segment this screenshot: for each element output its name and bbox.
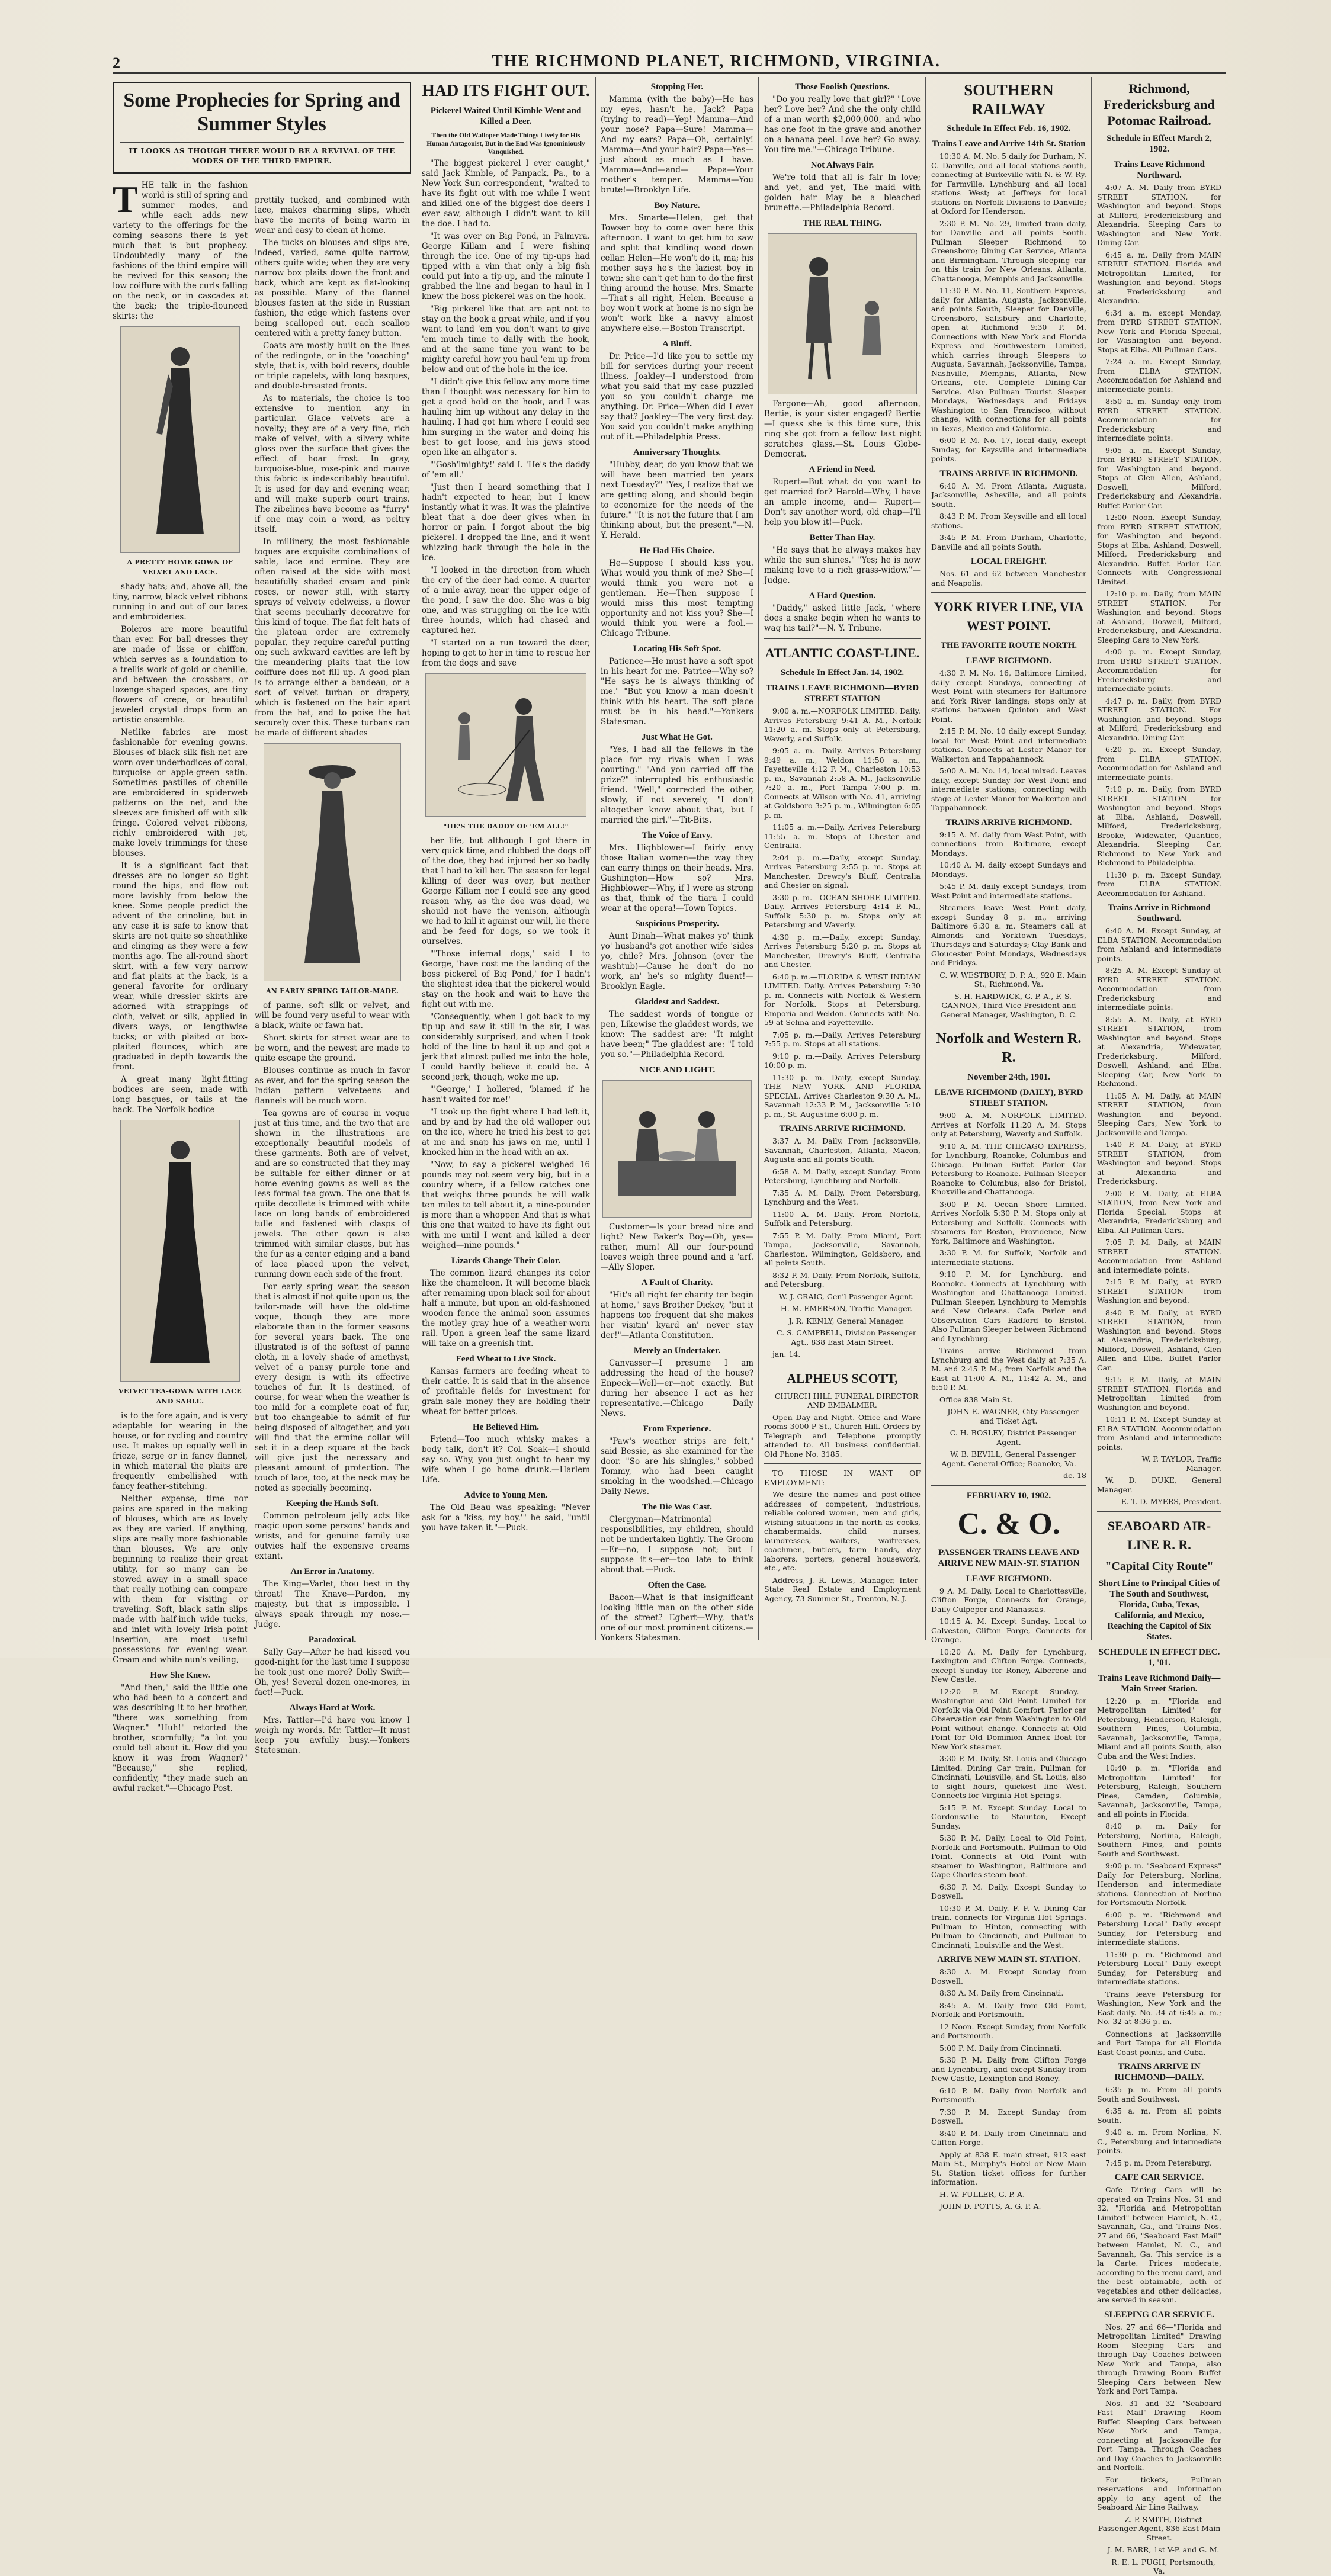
item-heading: Those Foolish Questions. — [795, 82, 890, 92]
article-paragraph: "I took up the fight where I had left it, and by and by had the old walloper out on the ice, where he tried his best to get at me and snap his jaws on me, until I knocked him in the head with an ax. — [422, 1107, 590, 1157]
schedule-entry: 3:45 P. M. From Durham, Charlotte, Danville and all points South. — [931, 533, 1086, 551]
section-heading: PASSENGER TRAINS LEAVE AND ARRIVE NEW MAIN-ST. STATION — [938, 1547, 1080, 1568]
section-heading: Trains Leave Richmond Daily—Main Street Station. — [1098, 1673, 1221, 1694]
item-text: Kansas farmers are feeding wheat to their cattle. It is said that in the absence of profitable fields for investment for grain-sale money they are holding their wheat for better prices. — [422, 1367, 590, 1417]
item-text: The saddest words of tongue or pen, Likewise the gladdest words, we know: The saddest are: "It might have been;" The gladdest are: "I told you so."—Philadelphia Record. — [601, 1010, 753, 1059]
schedule-entry: 4:30 P. M. No. 16, Baltimore Limited, daily except Sundays, connecting at West Point with steamers for Baltimore and York River landings; stops only at stations between Quinton and West Point. — [931, 669, 1086, 724]
schedule-entry: 8:40 P. M. Daily, at BYRD STREET STATION, from Washington and beyond. Stops at Alexandria, Fredericksburg, Milford, Doswell, Ashland, Glen Allen and Elba. Buffet Parlor Car. — [1097, 1308, 1221, 1372]
schedule-entry: 12:20 P. M. Except Sunday.—Washington and Old Point Limited for Norfolk via Old Point Comfort. Parlor car Observation car from Washington to Old Point without change. Connects at Old Point for Old Dominion Annex Boat for New York steamer. — [931, 1687, 1086, 1751]
column-rule — [595, 77, 596, 1640]
schedule-date: November 24th, 1901. — [967, 1072, 1050, 1082]
item-text: The common lizard changes its color like the chameleon. It will become black after remaining upon black soil for about half a minute, but upon an old-fashioned wooden fence the animal soon assumes the motley gray hue of a weather-worn rail. Upon a green leaf the same lizard will take on a greenish tint. — [422, 1268, 590, 1348]
item-heading: Stopping Her. — [650, 82, 704, 92]
schedule-entry: 10:15 A. M. Except Sunday. Local to Galveston, Clifton Forge, Connects for Orange. — [931, 1617, 1086, 1644]
schedule-date: FEBRUARY 10, 1902. — [966, 1491, 1051, 1501]
schedule-entry: 2:04 p. m.—Daily, except Sunday. Arrives Petersburg 2:55 p. m. Stops at Manchester, Drewry's Bluff, Centralia and Chester on signal. — [764, 853, 921, 889]
schedule-entry: Nos. 27 and 66—"Florida and Metropolitan Limited" Drawing Room Sleeping Cars and through Day Coaches between New York and Tampa, also through Drawing Room Buffet Sleeping Cars between New York and Port Tampa. — [1097, 2322, 1221, 2395]
woman-figure-icon — [145, 1132, 216, 1369]
schedule-entry: 11:05 a. m.—Daily. Arrives Petersburg 11:55 a. m. Stops at Chester and Centralia. — [764, 823, 921, 850]
article-paragraph: It is a significant fact that dresses are no longer so tight round the hips, and flow out more lavishly from below the knee. Some people predict the advent of the crinoline, but in any case it is safe to know that skirts are not quite so sheathlike and clinging as they were a few months ago. The all-round short skirt, with a few very narrow and flat plaits at the back, is a general favorite for ordinary wear, while dressier skirts are adorned with strappings of cloth, velvet or silk, applied in divers ways, or lengthwise tucks; or with plaited or box-plaited flounces, which are graduated in depth towards the front. — [113, 861, 248, 1072]
schedule-entry: 5:00 P. M. Daily from Cincinnati. — [939, 2043, 1062, 2053]
schedule-entry: 1:40 P. M. Daily, at BYRD STREET STATION, from Washington and beyond. Stops at Alexandria and Fredericksburg. — [1097, 1140, 1221, 1186]
item-heading: He Had His Choice. — [639, 546, 715, 555]
article-paragraph: "Now, to say a pickerel weighed 16 pounds may not seem very big, but in a country where, if a fellow catches one that weighs three pounds he will walk ten miles to tell about it, a nine-pounder is more than a whopper. And that is what this one that waited to have its fight out with me until I went and killed a deer weighed—nine pounds." — [422, 1160, 590, 1250]
schedule-date: Schedule in Effect March 2, 1902. — [1107, 134, 1212, 154]
woman-figure-icon — [145, 339, 216, 540]
signature: W. P. TAYLOR, Traffic Manager. — [1141, 1454, 1221, 1473]
schedule-entry: 6:40 p. m.—FLORIDA & WEST INDIAN LIMITED. Daily. Arrives Petersburg 7:30 p. m. Connects with Norfolk & Western for Norfolk. Stops at Petersburg, Emporia and Weldon. Connects with No. 59 at Selma and Fayetteville. — [764, 972, 921, 1027]
railroad-title: C. & O. — [957, 1507, 1060, 1541]
schedule-entry: 6:20 p. m. Except Sunday, from ELBA STATION. Accommodation for Ashland and intermediate points. — [1097, 745, 1221, 782]
railroad-title: SEABOARD AIR-LINE R. R. — [1107, 1518, 1211, 1552]
item-text: "Paw's weather strips are felt," said Bessie, as she examined for the door. "So are his shingles," sobbed Tommy, who had been caught smoking in the woodshed.—Chicago Daily News. — [601, 1437, 753, 1496]
article-paragraph: Coats are mostly built on the lines of the redingote, or in the "coaching" style, that is, with bold revers, double or triple capelets, with long basques, and double-breasted fronts. — [255, 341, 410, 391]
schedule-entry: 10:30 A. M. No. 5 daily for Durham, N. C. Danville, and all local stations south, connecting at Burkeville with N. & W. Ry. for Farmville, Lynchburg and all local stations West; at Jeffreys for local stations on Norfolk Divisions to Danville; at Oxford for Henderson. — [931, 152, 1086, 216]
signature: C. W. WESTBURY, D. P. A., 920 E. Main St., Richmond, Va. — [939, 970, 1086, 988]
schedule-entry: 10:11 P. M. Except Sunday at ELBA STATION. Accommodation from Ashland and intermediate points. — [1097, 1415, 1221, 1451]
schedule-entry: 9:10 P. M. for Lynchburg, and Roanoke. Connects at Lynchburg with Washington and Chattanooga Limited. Pullman Sleeper, Lynchburg to Memphis and New Orleans. Cafe Parlor and Observation Cars Radford to Bristol. Also Pullman Sleeper between Richmond and Lynchburg. — [931, 1270, 1086, 1343]
section-heading: LEAVE RICHMOND. — [966, 656, 1051, 666]
schedule-entry: 6:34 a. m. except Monday, from BYRD STREET STATION. New York and Florida Special, for Washington and beyond. Stops at Elba. All Pullman Cars. — [1097, 308, 1221, 354]
signature: R. E. L. PUGH, Portsmouth, Va. — [1111, 2557, 1215, 2575]
railroad-title: ATLANTIC COAST-LINE. — [765, 645, 920, 660]
schedule-entry: 3:00 P. M. Ocean Shore Limited. Arrives Norfolk 5:30 P. M. Stops only at Petersburg and Suffolk. Connects with steamers for Boston, Providence, New York, Baltimore and Washington. — [931, 1199, 1086, 1245]
schedule-entry: For tickets, Pullman reservations and information apply to any agent of the Seaboard Air Line Railway. — [1097, 2475, 1221, 2511]
schedule-entry: 11:30 p. m. "Richmond and Petersburg Local" Daily except Sunday, for Petersburg and intermediate stations. — [1097, 1949, 1221, 1986]
article-paragraph: In millinery, the most fashionable toques are exquisite combinations of sable, lace and ermine. They are often raised at the side with most beautifully shaded cream and pink roses, or newer still, with starry sprays of velvety edelweiss, a flower that seems peculiarly decorative for this kind of toque. The flat felt hats of the plateau order are extremely popular, they require careful putting on; such awkward cavities are left by the meandering plaits that the low coiffure does not fill up. A good plan is to arrange either a bandeau, or a sort of velvet turban or drapery, which is fastened on the hair apart from the hat, and to poise the hat securely over this. These turbans can be made of different shades — [255, 537, 410, 738]
article-paragraph: Tea gowns are of course in vogue just at this time, and the two that are shown in the illustrations are exceptionally beautiful models of these garments. Both are of velvet, and are so constructed that they may be suitable for either dinner or at home evening gowns as well as the less formal tea gown. The one that is quite decollete is trimmed with white lace on long bands of embroidered tulle and fastened with clasps of jewels. The other gown is also trimmed with similar clasps, but has the fur as a center edging and a band of lace placed upon the velvet, running down each side of the front. — [255, 1109, 410, 1279]
section-heading: Trains Leave and Arrive 14th St. Station — [932, 139, 1086, 149]
schedule-date: Schedule In Effect Feb. 16, 1902. — [947, 124, 1071, 133]
section-heading: THE FAVORITE ROUTE NORTH. — [940, 641, 1077, 650]
item-text: Clergyman—Matrimonial responsibilities, my children, should not be undertaken lightly. The Groom—Er—no, I suppose not; but I suppose it's—er—too late to think about that.—Puck. — [601, 1515, 753, 1575]
schedule-entry: Cafe Dining Cars will be operated on Trains Nos. 31 and 32, "Florida and Metropolitan Limited" between Hamlet, N. C., Savannah, Ga., and Trains Nos. 27 and 66, "Seaboard Fast Mail" between Hamlet, N. C., and Savannah, Ga. This service is a la Carte. Prices moderate, according to the menu card, and the best obtainable, both of vegetables and other delicacies, are served in season. — [1097, 2185, 1221, 2304]
schedule-date: SCHEDULE IN EFFECT DEC. 1, '01. — [1098, 1647, 1220, 1668]
item-text: He—Suppose I should kiss you. What would you think of me? She—I would think you were not a gentleman. He—Then suppose I would miss this most tempting opportunity and not kiss you? She—I would think you were a fool.—Chicago Tribune. — [601, 558, 753, 638]
schedule-entry: 8:30 A. M. Daily from Cincinnati. — [939, 1989, 1064, 1997]
article-paragraph: As to materials, the choice is too extensive to mention any in particular. Glace velvets are a novelty; they are of a very fine, rich make of velvet, with a silvery white gloss over the surface that gives the effect of hoar frost. In gray, turquoise-blue, rose-pink and mauve this fabric is indescribably beautiful. It is used for day and evening wear, and will make superb court trains. The zibelines have become as "furry" if one may coin a word, as peltry itself. — [255, 394, 410, 534]
headline-subtitle: IT LOOKS AS THOUGH THERE WOULD BE A REVIVAL OF THE MODES OF THE THIRD EMPIRE. — [120, 142, 404, 166]
article-title: HAD ITS FIGHT OUT. — [422, 82, 590, 100]
section-heading: TRAINS ARRIVE RICHMOND. — [945, 817, 1072, 827]
schedule-entry: 9:00 p. m. "Seaboard Express" Daily for Petersburg, Norlina, Henderson and intermediate stations. Connection at Norlina for Portsmouth-Norfolk. — [1097, 1861, 1221, 1907]
schedule-entry: 8:43 P. M. From Keysville and all local stations. — [931, 512, 1086, 530]
schedule-entry: 9:10 p. m.—Daily. Arrives Petersburg 10:00 p. m. — [764, 1051, 921, 1069]
schedule-entry: 6:30 P. M. Daily. Except Sunday to Doswell. — [931, 1882, 1086, 1900]
schedule-entry: 4:30 p. m.—Daily, except Sunday. Arrives Petersburg 5:20 p. m. Stops at Manchester, Drewry's Bluff, Centralia and Chester. — [764, 932, 921, 969]
schedule-entry: 8:40 p. m. Daily for Petersburg, Norlina, Raleigh, Southern Pines, and points South and Southwest. — [1097, 1822, 1221, 1858]
item-text: Bacon—What is that insignificant looking little man on the other side of the street? Egbert—Why, that's one of our most prominent citizens.—Yonkers Statesman. — [601, 1593, 753, 1643]
boy-and-man-icon — [777, 243, 907, 385]
divider — [931, 1485, 1086, 1486]
article-paragraph: "'Those infernal dogs,' said I to George, 'have cost me the landing of the boss pickerel of Big Pond,' for I hadn't the slightest idea that the pickerel would stay on the hook and wait to have the fight out with me. — [422, 949, 590, 1009]
section-heading: LEAVE RICHMOND (DAILY), BYRD STREET STATION. — [934, 1088, 1083, 1108]
schedule-entry: 10:30 P. M. Daily. F. F. V. Dining Car train, connects for Virginia Hot Springs. Pullman to Hinton, connecting with Pullman to Cincinnati, and Pullman to Cincinnati, Louisville and the West. — [931, 1903, 1086, 1949]
ad-text: Address, J. R. Lewis, Manager, Inter-State Real Estate and Employment Agency, 73 Summer St., Trenton, N. J. — [764, 1575, 921, 1603]
schedule-entry: 6:58 A. M. Daily, except Sunday. From Petersburg, Lynchburg and Norfolk. — [764, 1167, 921, 1185]
schedule-entry: 12:00 Noon. Except Sunday, from BYRD STREET STATION, for Washington and beyond. Stops at Elba, Ashland, Doswell, Milford, Fredericksburg and Alexandria. Buffet Parlor Car. Connects with Congressional Limited. — [1097, 513, 1221, 586]
article-paragraph: Netlike fabrics are most fashionable for evening gowns. Blouses of black silk fish-net are worn over underbodices of coral, turquoise or apple-green satin. Sometimes pastilles of chenille are embroidered in spiderweb patterns on the net, and the sleeves are finished off with silk fringe. Colored velvet ribbons, richly embroidered with jet, make lovely trimmings for these blouses. — [113, 728, 248, 858]
item-text: Fargone—Ah, good afternoon, Bertie, is your sister engaged? Bertie—I guess she is this time sure, this ring she got from a fellow last night scratches glass.—St. Louis Globe-Democrat. — [764, 399, 921, 459]
item-heading: Not Always Fair. — [810, 160, 874, 170]
article-paragraph: "'Gosh'lmighty!' said I. 'He's the daddy of 'em all.' — [422, 460, 590, 480]
schedule-entry: 11:00 A. M. Daily. From Norfolk, Suffolk and Petersburg. — [764, 1209, 921, 1228]
section-heading: Trains Leave Richmond Northward. — [1114, 160, 1205, 180]
item-text: Common petroleum jelly acts like magic upon some persons' hands and wrists, and for genuine family use outvies half the expensive creams extant. — [255, 1511, 410, 1561]
item-heading: Always Hard at Work. — [289, 1703, 376, 1713]
item-heading: Gladdest and Saddest. — [634, 997, 720, 1007]
schedule-entry: Connections at Jacksonville and Port Tampa for all Florida East Coast points, and Cuba. — [1097, 2029, 1221, 2057]
item-text: Dr. Price—I'd like you to settle my bill for services during your recent illness. Joakley—I understood from what you said that my case puzzled you so you couldn't charge me anything. Dr. Price—When did I ever say that? Joakley—The very first day. You said you couldn't make anything out of it.—Philadelphia Press. — [601, 352, 753, 442]
item-text: Canvasser—I presume I am addressing the head of the house? Enpeck—Well—er—not exactly. But during her absence I act as her representative.—Chicago Daily News. — [601, 1358, 753, 1418]
article-paragraph: shady hats; and, above all, the tiny, narrow, black velvet ribbons running in and out of our laces and embroideries. — [113, 582, 248, 622]
column-fight-story — [422, 77, 590, 1640]
schedule-entry: 3:30 P. M. Daily, St. Louis and Chicago Limited. Dining Car train, Pullman for Cincinnati, Louisville, and St. Louis, also to sight hours, quickest line West. Connects for Virginia Hot Springs. — [931, 1754, 1086, 1800]
article-paragraph: Blouses continue as much in favor as ever, and for the spring season the Indian pattern velveteens and flannels will be much worn. — [255, 1066, 410, 1106]
item-text: Rupert—But what do you want to get married for? Harold—Why, I have an ample income, and— Rupert—Don't say another word, old chap—I'll help you blow it!—Puck. — [764, 477, 921, 527]
signature: S. H. HARDWICK, G. P. A., F. S. GANNON, Third Vice-President and General Manager, Washington, D. C. — [940, 991, 1077, 1019]
section-heading: CAFE CAR SERVICE. — [1114, 2173, 1204, 2182]
item-heading: Feed Wheat to Live Stock. — [456, 1354, 556, 1364]
article-paragraph: "The biggest pickerel I ever caught," said Jack Kimble, of Panpack, Pa., to a New York Sun correspondent, "waited to have its fight out with me while I went and killed one of the biggest doe deers I ever saw, although I didn't want to kill the doe. I had to. — [422, 159, 590, 229]
schedule-entry: 8:40 P. M. Daily from Cincinnati and Clifton Forge. — [931, 2128, 1086, 2147]
schedule-entry: 8:32 P. M. Daily. From Norfolk, Suffolk, and Petersburg. — [764, 1270, 921, 1289]
item-text: "And then," said the little one who had been to a concert and was describing it to her brother, "there was something from Wagner." "Huh!" retorted the brother, scornfully; "a lot you could tell about it. How did you know it was from Wagner?" "Because," she replied, confidently, "they made such an awful racket."—Chicago Post. — [113, 1683, 248, 1793]
signature: H. M. EMERSON, Traffic Manager. — [780, 1304, 913, 1313]
schedule-entry: 5:00 A. M. No. 14, local mixed. Leaves daily, except Sunday for West Point and intermediate stations; connecting with stage at Lester Manor for Walkerton and Tappahannock. — [931, 766, 1086, 812]
railroad-title: Norfolk and Western R. R. — [936, 1031, 1082, 1065]
illustration-bakery — [602, 1080, 752, 1218]
section-heading: Trains Arrive in Richmond Southward. — [1108, 903, 1211, 923]
signature: JOHN E. WAGNER, City Passenger and Ticket Agt. — [947, 1407, 1079, 1425]
railroad-title: SOUTHERN RAILWAY — [964, 81, 1054, 118]
schedule-entry: 6:35 p. m. From all points South and Southwest. — [1097, 2085, 1221, 2103]
article-paragraph: HE talk in the fashion world is still of spring and summer modes, and while each adds new variety to the offerings for the coming seasons there is yet much that is but prophecy. Undoubtedly many of the fashions of the third empire will be revived for this season; the low coiffure with the curls falling on the neck, or in cascades at the back; the triple-flounced skirts; the — [113, 181, 248, 321]
masthead — [113, 49, 1226, 74]
item-heading: Better Than Hay. — [809, 533, 875, 542]
schedule-entry: 3:30 p. m.—OCEAN SHORE LIMITED. Daily. Arrives Petersburg 4:14 P. M., Suffolk 5:30 p. m. Stops only at Petersburg and Waverly. — [764, 892, 921, 929]
signature: E. T. D. MYERS, President. — [1121, 1497, 1221, 1506]
schedule-entry: 6:40 A. M. Except Sunday, at ELBA STATION. Accommodation from Ashland and intermediate points. — [1097, 926, 1221, 963]
illustration-caption: A PRETTY HOME GOWN OF VELVET AND LACE. — [127, 558, 233, 576]
article-paragraph: "I started on a run toward the deer, hoping to get to her in time to rescue her from the dogs and save — [422, 638, 590, 668]
column-railways-2 — [1097, 77, 1221, 2575]
section-heading: TRAINS ARRIVE RICHMOND. — [779, 1124, 906, 1133]
schedule-entry: Trains leave Petersburg for Washington, New York and the East daily. No. 34 at 6:45 a. m.; No. 32 at 8:36 p. m. — [1097, 1989, 1221, 2026]
article-paragraph: For early spring wear, the season that is almost if not quite upon us, the tailor-made will have the old-time vogue, though they are more elaborate than in the former seasons for several years back. The one illustrated is of the softest of panne cloth, in a lovely shade of amethyst, velvet of a pansy purple tone and every design is with its effective touches of fur. It is destined, of course, for wear when the weather is too mild for a complete coat of fur, but too changeable to admit of fur being disposed of altogether, and you will find that the ermine collar will set it in a deep square at the back will give just the necessary and pleasant amount of protection. The touch of lace, too, at the neck may be noted as specially becoming. — [255, 1282, 410, 1493]
divider — [931, 592, 1086, 593]
ad-text: We desire the names and post-office addresses of competent, industrious, reliable colored women, men and girls, wishing situations in the north as cooks, chambermaids, child nurses, laundresses, waiters, waitresses, coachmen, butlers, farm hands, day laborers, porters, general housework, etc., etc. — [764, 1490, 921, 1572]
schedule-entry: 6:00 p. m. "Richmond and Petersburg Local" Daily except Sunday, for Petersburg and intermediate stations. — [1097, 1910, 1221, 1947]
drop-cap: T — [113, 178, 138, 220]
schedule-entry: 6:10 P. M. Daily from Norfolk and Portsmouth. — [931, 2086, 1086, 2104]
item-heading: Often the Case. — [647, 1581, 707, 1590]
article-paragraph: "Big pickerel like that are apt not to stay on the hook a great while, and if you want to land 'em you don't want to give 'em much time to dally with the hook, and at the same time you want to be mighty careful how you haul 'em up from below and out of the hole in the ice. — [422, 304, 590, 374]
schedule-entry: 9 A. M. Daily. Local to Charlottesville, Clifton Forge, Connects for Orange, Daily Culpeper and Manassas. — [931, 1586, 1086, 1614]
schedule-entry: 7:55 P. M. Daily. From Miami, Port Tampa, Jacksonville, Savannah, Charleston, Wilmington, Goldsboro, and all points South. — [764, 1231, 921, 1267]
item-heading: Suspicious Prosperity. — [635, 919, 719, 929]
schedule-entry: 9:15 A. M. daily from West Point, with connections from Baltimore, except Mondays. — [931, 830, 1086, 857]
schedule-entry: Nos. 61 and 62 between Manchester and Neapolis. — [931, 569, 1086, 587]
item-text: "Hit's all right fer charity ter begin at home," says Brother Dickey, "but it happens too frequent dat she makes her visitin' kyard an' never stay der!"—Atlanta Constitution. — [601, 1290, 753, 1340]
item-text: Mrs. Smarte—Helen, get that Towser boy to come over here this afternoon. I want to get him to saw and split that kindling wood down cellar. Helen—He won't do it, ma; his mother says he's the laziest boy in town; she can't get him to do the first thing around the house. Mrs. Smarte—That's all right, Helen. Because a boy won't work at home is no sign he won't work like a navvy almost anywhere else.—Boston Transcript. — [601, 213, 753, 333]
schedule-entry: 12:10 p. m. Daily, from MAIN STREET STATION. For Washington and beyond. Stops at Ashland, Doswell, Milford, Fredericksburg, and Alexandria. Sleeping Cars to New York. — [1097, 589, 1221, 644]
item-heading: A Friend in Need. — [809, 465, 876, 474]
ad-text: Open Day and Night. Office and Ware rooms 3000 P St., Church Hill. Orders by Telegraph and Telephone promptly attended to. All business confidential. Old Phone No. 3185. — [764, 1412, 921, 1459]
divider — [764, 1463, 921, 1464]
schedule-entry: 9:00 a. m.—NORFOLK LIMITED. Daily. Arrives Petersburg 9:41 A. M., Norfolk 11:20 a. m. Stops only at Petersburg, Waverly, and Suffolk. — [764, 706, 921, 743]
article-paragraph: "'George,' I hollered, 'blamed if he hasn't waited for me!' — [422, 1085, 590, 1104]
divider — [1097, 1511, 1221, 1512]
ad-date: jan. 14. — [772, 1350, 801, 1358]
item-text: Sally Gay—After he had kissed you good-night for the last time I suppose he took just one more? Dolly Swift—Oh, yes! Several dozen one-mores, in fact!—Puck. — [255, 1647, 410, 1697]
section-heading: LOCAL FREIGHT. — [970, 557, 1047, 566]
headline: Some Prophecies for Spring and Summer Styles — [123, 89, 400, 135]
office-address: Office 838 Main St. — [939, 1395, 1013, 1404]
railroad-slogan: "Capital City Route" — [1105, 1559, 1214, 1573]
item-heading: A Hard Question. — [809, 591, 876, 600]
column-rule — [758, 77, 759, 1640]
item-heading: How She Knew. — [150, 1671, 210, 1680]
signature: H. W. FULLER, G. P. A. — [939, 2189, 1025, 2199]
item-heading: The Die Was Cast. — [642, 1502, 713, 1512]
illustration-caption: AN EARLY SPRING TAILOR-MADE. — [265, 987, 399, 995]
schedule-date: Schedule In Effect Jan. 14, 1902. — [780, 668, 905, 677]
article-paragraph: is to the fore again, and is very adaptable for wearing in the house, or for cycling and country use. It makes up equally well in frieze, serge or in fancy flannel, in which material the plaits are frequently embellished with fancy feather-stitching. — [113, 1411, 248, 1491]
item-text: "Daddy," asked little Jack, "where does a snake begin when he wants to wag his tail?"—N. Y. Tribune. — [764, 603, 921, 633]
article-paragraph: "Just then I heard something that I hadn't expected to hear, but I knew instantly what it was. It was the plaintive bleat that a doe deer gives when in horror or pain. I forgot about the big pickerel. I dropped the line, and it went whizzing back through the hole in the ice. — [422, 483, 590, 563]
signature: W. D. DUKE, General Manager. — [1097, 1476, 1221, 1494]
item-text: "Yes, I had all the fellows in the place for my rivals when I was courting." "And you carried off the prize?" interrupted his enthusiastic friend. "Well," corrected the other, slowly, if not severely, "I don't altogether know about that, but I married the girl."—Tit-Bits. — [601, 745, 753, 825]
article-paragraph: of panne, soft silk or velvet, and will be found very useful to wear with a black, white or fawn hat. — [255, 1001, 410, 1030]
column-railways-1 — [931, 77, 1086, 2211]
illustration-caption: VELVET TEA-GOWN WITH LACE AND SABLE. — [118, 1387, 242, 1405]
schedule-entry: 3:30 P. M. for Suffolk, Norfolk and intermediate stations. — [931, 1248, 1086, 1267]
schedule-entry: 9:05 a. m. Except Sunday, from BYRD STREET STATION, for Washington and beyond. Stops at Glen Allen, Ashland, Doswell, Milford, Fredericksburg and Alexandria. Buffet Parlor Car. — [1097, 445, 1221, 510]
newspaper-title: THE RICHMOND PLANET, RICHMOND, VIRGINIA. — [492, 52, 941, 70]
item-text: Mrs. Tattler—I'd have you know I weigh my words. Mr. Tattler—It must keep you awfully busy.—Yonkers Statesman. — [255, 1716, 410, 1755]
schedule-entry: 4:00 p. m. Except Sunday, from BYRD STREET STATION. Accommodation for Fredericksburg and intermediate points. — [1097, 647, 1221, 693]
schedule-entry: 11:30 P. M. No. 11, Southern Express, daily for Atlanta, Augusta, Jacksonville, and points South; Sleeper for Danville, Greensboro, Salisbury and Charlotte, open at Richmond 9:30 P. M. Connections with New York and Florida Express and Southwestern Limited, which carries through Sleepers to Augusta, Savannah, Jacksonville, Tampa, Nashville, Memphis, Atlanta, New Orleans, etc. Complete Dining-Car Service. Also Pullman Tourist Sleeper Mondays, Wednesdays and Fridays Washington to San Francisco, without change, with connections for all points in Texas, Mexico and California. — [931, 286, 1086, 433]
schedule-entry: 7:05 p. m.—Daily. Arrives Petersburg 7:55 p. m. Stops at all stations. — [764, 1030, 921, 1048]
schedule-entry: 6:45 a. m. Daily from MAIN STREET STATION. Florida and Metropolitan Limited, for Washington and beyond. Stops at Fredericksburg and Alexandria. — [1097, 250, 1221, 305]
signature: C. S. CAMPBELL, Division Passenger Agt., 838 East Main Street. — [777, 1328, 916, 1347]
railroad-title: YORK RIVER LINE, VIA WEST POINT. — [934, 599, 1084, 633]
schedule-entry: 7:45 p. m. From Petersburg. — [1105, 2158, 1212, 2167]
divider — [764, 638, 921, 639]
section-heading: TRAINS ARRIVE IN RICHMOND. — [939, 468, 1078, 478]
railroad-description: Short Line to Principal Cities of The South and Southwest, Florida, Cuba, Texas, California, and Mexico, Reaching the Capitol of Six States. — [1098, 1578, 1220, 1642]
article-paragraph: Boleros are more beautiful than ever. For ball dresses they are made of lisse or chiffon, which serves as a foundation to a trellis work of gold or chenille, and between the crossbars, or lozenge-shaped spaces, are tiny flowers of crepe, or beautiful jeweled crystal drops form an artistic ensemble. — [113, 625, 248, 725]
schedule-entry: 5:30 P. M. Daily. Local to Old Point, Norfolk and Portsmouth. Pullman to Old Point. Connects at Old Point with steamer to Washington, Baltimore and Cape Charles steam boat. — [931, 1833, 1086, 1879]
article-paragraph: Neither expense, time nor pains are spared in the making of blouses, which are as lovely as they are varied. If anything, slips are really more fashionable than blouses. We are only beginning to realize their great utility, for so many can be stowed away in a small space that really nothing can compare with them for visiting or traveling. Soft, black satin slips made with half-inch wide tucks, and inlet with lovely Irish point insertion, are most useful possessions for evening wear. Cream and white nun's veiling, — [113, 1494, 248, 1665]
railroad-title: Richmond, Fredericksburg and Potomac Railroad. — [1104, 81, 1215, 128]
schedule-entry: 5:15 P. M. Except Sunday. Local to Gordonsville to Staunton, Except Sunday. — [931, 1803, 1086, 1830]
item-text: "Hubby, dear, do you know that we will have been married ten years next Tuesday?" "Yes, I realize that we are getting along, and should begin to economize for the needs of the future." "It is not the future that I am thinking about, but the present."—N. Y. Herald. — [601, 460, 753, 540]
schedule-entry: 8:30 A. M. Except Sunday from Doswell. — [931, 1967, 1086, 1986]
item-heading: The Voice of Envy. — [642, 831, 713, 840]
item-text: The Old Beau was speaking: "Never ask for a 'kiss, my boy,'" he said, "until you have taken it."—Puck. — [422, 1503, 590, 1533]
signature: W. B. BEVILL, General Passenger Agent. General Office; Roanoke, Va. — [941, 1450, 1076, 1468]
illustration-title: THE REAL THING. — [803, 219, 882, 228]
item-heading: A Bluff. — [662, 339, 692, 349]
schedule-entry: 6:35 a. m. From all points South. — [1097, 2106, 1221, 2125]
item-heading: Just What He Got. — [642, 733, 713, 742]
schedule-entry: Apply at 838 E. main street, 912 east Main St., Murphy's Hotel or New Main St. Station ticket offices for further information. — [931, 2150, 1086, 2186]
schedule-entry: 4:47 p. m. Daily, from BYRD STREET STATION. For Washington and beyond. Stops at Milford, Fredericksburg and Alexandria. Dining Car. — [1097, 696, 1221, 742]
fisherman-icon — [435, 683, 577, 807]
article-deck: Then the Old Walloper Made Things Lively for His Human Antagonist, But in the End Was Ignominiously Vanquished. — [426, 132, 585, 156]
item-heading: Merely an Undertaker. — [633, 1346, 721, 1356]
section-heading: SLEEPING CAR SERVICE. — [1104, 2310, 1214, 2320]
item-text: "Do you really love that girl?" "Love her? Love her? And she the only child of a man worth $2,000,000, and who has one foot in the grave and another on a banana peel. Love her? Go away. You tire me."—Chicago Tribune. — [764, 95, 921, 155]
schedule-entry: 11:30 p. m. Except Sunday, from ELBA STATION. Accommodation for Ashland. — [1097, 870, 1221, 898]
column-humor-acl — [764, 77, 921, 1640]
schedule-entry: 8:55 A. M. Daily, at BYRD STREET STATION, from Washington and beyond. Stops at Alexandria, Widewater, Fredericksburg, Milford, Doswell, Ashland, and Elba. Sleeping Car, New York to Richmond. — [1097, 1014, 1221, 1088]
article-paragraph: prettily tucked, and combined with lace, makes charming slips, which have the merits of being warm in wear and easy to clean at home. — [255, 195, 410, 235]
item-heading: Keeping the Hands Soft. — [286, 1499, 379, 1508]
schedule-entry: 7:35 A. M. Daily. From Petersburg, Lynchburg and the West. — [764, 1188, 921, 1206]
item-text: Aunt Dinah—What makes yo' think yo' husband's got another wife 'sides yo, chile? Mrs. Johnson (over the washtub)—Cause he don't do no work, an' he's so mighty fluent!—Brooklyn Eagle. — [601, 932, 753, 991]
ad-date: dc. 18 — [1063, 1471, 1086, 1480]
item-heading: An Error in Anatomy. — [290, 1567, 374, 1576]
schedule-entry: 8:45 A. M. Daily from Old Point, Norfolk and Portsmouth. — [931, 2000, 1086, 2019]
section-heading: TRAINS LEAVE RICHMOND—BYRD STREET STATION — [765, 683, 919, 704]
schedule-entry: 6:40 A. M. From Atlanta, Augusta, Jacksonville, Asheville, and all points South. — [931, 481, 1086, 509]
schedule-entry: 9:40 a. m. From Norlina, N. C., Petersburg and intermediate points. — [1097, 2128, 1221, 2155]
article-paragraph: "Consequently, when I got back to my tip-up and saw it still in the air, I was considerably surprised, and when I took hold of the line to haul it up and got a jerk that almost pulled me into the hole, I could hardly believe it could be. A second jerk, though, woke me up. — [422, 1012, 590, 1082]
item-text: "He says that he always makes hay while the sun shines." "Yes; he is now making love to a rich grass-widow."—Judge. — [764, 545, 921, 585]
schedule-entry: 7:10 p. m. Daily, from BYRD STREET STATION for Washington and beyond. Stops at Elba, Ashland, Doswell, Milford, Fredericksburg, Brooke, Widewater, Quantico, Alexandria. Sleeping Car, Richmond to New York and Richmond to Philadelphia. — [1097, 785, 1221, 867]
item-text: We're told that all is fair In love; and yet, and yet, The maid with golden hair May be a bleached brunette.—Philadelphia Record. — [764, 173, 921, 213]
item-heading: He Believed Him. — [472, 1422, 540, 1432]
item-text: Customer—Is your bread nice and light? New Baker's Boy—Oh, yes—rather, mum! All our four-pound loaves weigh three pound and a 'arf.—Ally Sloper. — [601, 1222, 753, 1272]
section-heading: ARRIVE NEW MAIN ST. STATION. — [937, 1955, 1080, 1964]
article-paragraph: A great many light-fitting bodices are seen, made with long basques, or tails at the back. The Norfolk bodice — [113, 1075, 248, 1114]
ad-text: CHURCH HILL FUNERAL DIRECTOR AND EMBALMER. — [774, 1391, 919, 1409]
schedule-entry: 2:30 P. M. No. 29, limited train daily, for Danville and all points South. Pullman Sleeper Richmond to Greensboro; Dining Car Service, Atlanta and Birmingham. Through sleeping car on this train for New Orleans, Atlanta, Chattanooga, Memphis and Jacksonville. — [931, 219, 1086, 283]
schedule-entry: 9:05 a. m.—Daily. Arrives Petersburg 9:49 a. m., Weldon 11:50 a. m., Fayetteville 4:12 P. M., Charleston 10:53 p. m., Savannah 2:58 A. M., Jacksonville 7:20 a. m., Port Tampa 7:00 p. m. Connects at Wilson with No. 41, arriving at Goldsboro 3:25 p. m., Wilmington 6:05 p. m. — [764, 746, 921, 820]
article-paragraph: her life, but although I got there in very quick time, and clubbed the dogs off of the doe, they had injured her so badly that I had to kill her. The season for legal killing of deer was over, but neither George Killam nor I could see any good reason why, as the doe was dead, we should not have the venison, although we had to kill it against our will, lie there and be feed for dogs, so we took it ourselves. — [422, 836, 590, 946]
schedule-entry: 9:10 A. M. THE CHICAGO EXPRESS, for Lynchburg, Roanoke, Columbus and Chicago. Pullman Buffet Parlor Car Petersburg to Roanoke. Pullman Sleeper Roanoke to Columbus; also for Bristol, Knoxville and Chattanooga. — [931, 1141, 1086, 1196]
column-humor — [601, 77, 753, 1643]
article-paragraph: "I looked in the direction from which the cry of the deer had come. A quarter of a mile away, near the upper edge of the pond, I saw the doe. She was a big one, and was struggling on the ice with three hounds, which had chased and captured her. — [422, 566, 590, 635]
bakery-scene-icon — [612, 1090, 742, 1208]
illustration-real-thing — [768, 233, 917, 394]
schedule-entry: 7:30 P. M. Except Sunday from Doswell. — [931, 2107, 1086, 2125]
column-rule — [925, 77, 926, 1640]
schedule-entry: 9:00 A. M. NORFOLK LIMITED. Arrives at Norfolk 11:20 A. M. Stops only at Petersburg, Waverly and Suffolk. — [931, 1111, 1086, 1138]
illustration-title: NICE AND LIGHT. — [639, 1065, 716, 1075]
schedule-entry: 8:25 A. M. Except Sunday at BYRD STREET STATION. Accommodation from Fredericksburg and intermediate points. — [1097, 966, 1221, 1011]
item-text: Patience—He must have a soft spot in his heart for me. Patrice—Why so? "He says he is always thinking of me." "But you know a man doesn't think with his heart. The soft place must be in his head."—Yonkers Statesman. — [601, 657, 753, 727]
ad-title: ALPHEUS SCOTT, — [787, 1370, 898, 1386]
schedule-entry: 2:15 P. M. No. 10 daily except Sunday, local for West Point and intermediate stations. Connects at Lester Manor for Walkerton and Tappahannock. — [931, 727, 1086, 763]
item-heading: From Experience. — [643, 1424, 711, 1434]
item-heading: Anniversary Thoughts. — [633, 448, 721, 457]
schedule-entry: 10:40 p. m. "Florida and Metropolitan Limited" for Petersburg, Raleigh, Southern Pines, Camden, Columbia, Savannah, Jacksonville, Tampa, and all points in Florida. — [1097, 1764, 1221, 1819]
column-fashion-right — [255, 195, 410, 1755]
illustration-home-gown — [120, 326, 240, 553]
schedule-entry: 5:30 P. M. Daily from Clifton Forge and Lynchburg, and except Sunday from New Castle, Lexington and Roney. — [931, 2055, 1086, 2083]
item-heading: Advice to Young Men. — [464, 1491, 548, 1500]
schedule-entry: 6:00 P. M. No. 17, local daily, except Sunday, for Keysville and intermediate points. — [931, 436, 1086, 463]
schedule-entry: 8:50 a. m. Sunday only from BYRD STREET STATION. Accommodation for Fredericksburg and intermediate points. — [1097, 397, 1221, 442]
section-heading: LEAVE RICHMOND. — [966, 1573, 1051, 1583]
item-heading: Lizards Change Their Color. — [451, 1256, 560, 1265]
schedule-entry: 2:00 P. M. Daily, at ELBA STATION, from New York and Florida Special. Stops at Alexandria, Fredericksburg and Elba. All Pullman Cars. — [1097, 1189, 1221, 1235]
schedule-entry: 7:05 P. M. Daily, at MAIN STREET STATION. Accommodation from Ashland and intermediate points. — [1097, 1238, 1221, 1274]
item-text: Mamma (with the baby)—He has my eyes, hasn't he, Jack? Papa (trying to read)—Yep! Mamma—And your nose? Papa—Sure! Mamma—And my ears? Papa—Oh, certainly! Mamma—And your hair? Papa—Yes—just about as much as I have. Mamma—And—and— Papa—Your mother's temper. Mamma—You brute!—Brooklyn Life. — [601, 95, 753, 195]
item-heading: A Fault of Charity. — [641, 1278, 713, 1287]
item-heading: Boy Nature. — [654, 201, 700, 210]
schedule-entry: 10:40 A. M. daily except Sundays and Mondays. — [931, 860, 1086, 879]
signature: Z. P. SMITH, District Passenger Agent, 836 East Main Street. — [1098, 2514, 1221, 2542]
schedule-entry: 10:20 A. M. Daily for Lynchburg, Lexington and Clifton Forge. Connects, except Sunday for Roney, Alberene and New Castle. — [931, 1647, 1086, 1684]
schedule-entry: 11:30 p. m.—Daily, except Sunday. THE NEW YORK AND FLORIDA SPECIAL. Arrives Charleston 9:30 A. M., Savannah 12:33 P. M., Jacksonville 5:10 p. m., St. Augustine 6:00 p. m. — [764, 1072, 921, 1119]
schedule-entry: Nos. 31 and 32—"Seaboard Fast Mail"—Drawing Room Buffet Sleeping Cars between New York and Tampa, connecting at Jacksonville for Port Tampa. Through Coaches and Day Coaches to Jacksonville and Norfolk. — [1097, 2398, 1221, 2472]
item-heading: Locating His Soft Spot. — [633, 644, 721, 654]
item-text: Friend—Too much whisky makes a body talk, don't it? Col. Soak—I should say so. Why, you just ought to hear my wife when I go home drunk.—Harlem Life. — [422, 1435, 590, 1485]
article-paragraph: "It was over on Big Pond, in Palmyra. George Killam and I were fishing through the ice. One of my tip-ups had tipped with a vim that only a big fish could put into a tip-up, and the minute I grabbed the line and began to haul in I knew the boss pickerel was on the hook. — [422, 232, 590, 301]
illustration-tailor-made — [264, 743, 401, 981]
schedule-entry: Trains arrive Richmond from Lynchburg and the West daily at 7:35 A. M. and 2:45 P. M.; from Norfolk and the East at 11:00 A. M., 11:42 A. M., and 6:50 P. M. — [931, 1346, 1086, 1392]
ad-heading: TO THOSE IN WANT OF EMPLOYMENT: — [764, 1469, 921, 1487]
schedule-entry: Steamers leave West Point daily, except Sunday 8 p. m., arriving Baltimore 6:30 a. m. Steamers call at Almonds and Yorktown Tuesdays, Thursdays and Saturdays; Clay Bank and Gloucester Point Mondays, Wednesdays and Fridays. — [931, 903, 1086, 967]
illustration-caption: "HE'S THE DADDY OF 'EM ALL!" — [443, 823, 569, 830]
illustration-fisherman — [425, 673, 586, 817]
schedule-entry: 7:15 P. M. Daily, at BYRD STREET STATION from Washington and beyond. — [1097, 1277, 1221, 1305]
schedule-entry: 5:45 P. M. daily except Sundays, from West Point and intermediate stations. — [931, 882, 1086, 900]
article-subtitle: Pickerel Waited Until Kimble Went and Killed a Deer. — [430, 106, 582, 126]
article-paragraph: Short skirts for street wear are to be worn, and the newest are made to quite escape the ground. — [255, 1033, 410, 1063]
article-paragraph: "I didn't give this fellow any more time than I thought was necessary for him to get a good hold on the hook, and I was hauling him up without any delay in the hauling. I had got him where I could see him surging in the water and doing his best to get loose, and his jaws stood open like an alligator's. — [422, 377, 590, 457]
schedule-entry: 12 Noon. Except Sunday, from Norfolk and Portsmouth. — [931, 2022, 1086, 2040]
illustration-tea-gown — [120, 1120, 240, 1382]
signature: J. M. BARR, 1st V-P. and G. M. — [1107, 2545, 1220, 2554]
schedule-entry: 11:05 A. M. Daily, at MAIN STREET STATION, from Washington and beyond. Sleeping Cars, New York to Jacksonville and Tampa. — [1097, 1091, 1221, 1137]
item-text: Mrs. Highblower—I fairly envy those Italian women—the way they can carry things on their heads. Mrs. Gushington—How so? Mrs. Highblower—Why, if I were as strong as that, think of the tiara I could wear at the opera!—Town Topics. — [601, 843, 753, 913]
schedule-entry: 3:37 A. M. Daily. From Jacksonville, Savannah, Charleston, Atlanta, Macon, Augusta and all points South. — [764, 1136, 921, 1164]
signature: J. R. KENLY, General Manager. — [788, 1316, 905, 1325]
item-text: The King—Varlet, thou liest in thy throat! The Knave—Pardon, my majesty, but that is impossible. I always speak through my nose.—Judge. — [255, 1579, 410, 1629]
article-paragraph: The tucks on blouses and slips are, indeed, varied, some quite narrow, others quite wide; when they are very narrow box plaits down the front and back, which are kept as flat-looking as possible. Many of the flannel blouses fasten at the side in Russian fashion, the edge which fastens over being scalloped out, each scallop centered with a pretty fancy button. — [255, 238, 410, 338]
column-rule — [1091, 77, 1092, 1640]
schedule-entry: 12:20 p. m. "Florida and Metropolitan Limited" for Petersburg, Henderson, Raleigh, Southern Pines, Columbia, Savannah, Jacksonville, Tampa, Miami and all points South, also Cuba and the West Indies. — [1097, 1696, 1221, 1761]
signature: JOHN D. POTTS, A. G. P. A. — [939, 2202, 1041, 2211]
signature: C. H. BOSLEY, District Passenger Agent. — [950, 1428, 1076, 1447]
woman-figure-icon — [294, 756, 371, 969]
headline-box — [113, 82, 411, 174]
signature: W. J. CRAIG, Gen'l Passenger Agent. — [778, 1292, 915, 1301]
section-heading: TRAINS ARRIVE IN RICHMOND—DAILY. — [1114, 2062, 1204, 2082]
schedule-entry: 4:07 A. M. Daily from BYRD STREET STATION, for Washington and beyond. Stops at Milford, Fredericksburg and Alexandria. Sleeping Cars to Washington and New York. Dining Car. — [1097, 183, 1221, 247]
item-heading: Paradoxical. — [308, 1635, 357, 1644]
page-number: 2 — [113, 54, 120, 72]
schedule-entry: 7:24 a. m. Except Sunday, from ELBA STATION. Accommodation for Ashland and intermediate points. — [1097, 357, 1221, 394]
schedule-entry: 9:15 P. M. Daily, at MAIN STREET STATION. Florida and Metropolitan Limited from Washington and beyond. — [1097, 1375, 1221, 1412]
